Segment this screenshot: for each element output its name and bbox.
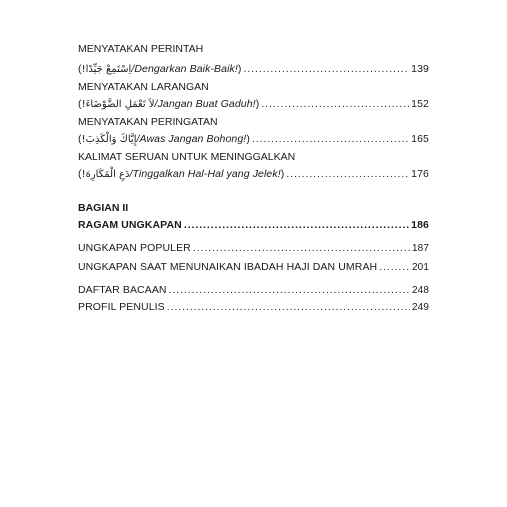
toc-heading-larangan: MENYATAKAN LARANGAN <box>78 81 209 93</box>
toc-entry-peringatan[interactable] <box>78 132 429 147</box>
slash: / <box>154 98 158 110</box>
toc-entry-ibadah-haji[interactable] <box>78 260 429 275</box>
page-number: 139 <box>411 63 429 75</box>
dot-leader <box>193 241 410 255</box>
entry-label: DAFTAR BACAAN <box>78 284 167 296</box>
part-title: RAGAM UNGKAPAN <box>78 219 182 231</box>
close-paren: ) <box>255 98 260 110</box>
open-paren: ( <box>78 63 82 75</box>
toc-heading-seruan: KALIMAT SERUAN UNTUK MENINGGALKAN <box>78 151 296 163</box>
page-number: 248 <box>412 285 429 296</box>
dot-leader <box>261 97 409 111</box>
dot-leader <box>169 283 410 297</box>
dot-leader <box>184 218 409 232</box>
slash: / <box>129 168 133 180</box>
page-number: 152 <box>411 98 429 110</box>
toc-entry-perintah[interactable] <box>78 62 429 77</box>
toc-heading-perintah: MENYATAKAN PERINTAH <box>78 43 204 55</box>
slash: / <box>136 133 140 145</box>
page-number: 165 <box>411 133 429 145</box>
page-number: 176 <box>411 168 429 180</box>
toc-entry-profil-penulis[interactable] <box>78 300 429 315</box>
toc-entry-daftar-bacaan[interactable] <box>78 283 429 298</box>
arabic-phrase: اِسْتَمِعْ جَيِّدًا! <box>81 64 132 75</box>
page-number: 186 <box>411 219 429 231</box>
arabic-phrase: إِيَّاكَ وَالْكَذِبَ! <box>81 134 137 145</box>
toc-entry-part-title[interactable] <box>78 218 429 232</box>
latin-phrase: Dengarkan Baik-Baik! <box>134 63 238 75</box>
latin-phrase: Jangan Buat Gaduh! <box>157 98 256 110</box>
close-paren: ) <box>280 168 285 180</box>
toc-entry-seruan[interactable] <box>78 167 429 182</box>
open-paren: ( <box>78 98 82 110</box>
part-label: BAGIAN II <box>78 202 129 214</box>
dot-leader <box>252 132 409 146</box>
page-number: 249 <box>412 302 429 313</box>
open-paren: ( <box>78 133 82 145</box>
dot-leader <box>244 62 410 76</box>
toc-heading-peringatan: MENYATAKAN PERINGATAN <box>78 116 218 128</box>
page-number: 201 <box>412 262 429 273</box>
entry-label: UNGKAPAN SAAT MENUNAIKAN IBADAH HAJI DAN UMRAH <box>78 261 378 273</box>
close-paren: ) <box>237 63 242 75</box>
dot-leader <box>379 260 410 274</box>
entry-label: UNGKAPAN POPULER <box>78 242 191 254</box>
dot-leader <box>167 300 410 314</box>
latin-phrase: Awas Jangan Bohong! <box>139 133 247 145</box>
entry-label: PROFIL PENULIS <box>78 301 165 313</box>
page-number: 187 <box>412 243 429 254</box>
dot-leader <box>286 167 409 181</box>
toc-entry-ungkapan-populer[interactable] <box>78 241 429 256</box>
open-paren: ( <box>78 168 82 180</box>
latin-phrase: Tinggalkan Hal-Hal yang Jelek! <box>132 168 281 180</box>
arabic-phrase: لاَ تَعْمَلِ الضَّوْضَاءَ! <box>81 99 155 110</box>
arabic-phrase: دَعِ الْمَكَارِهَ! <box>81 169 130 180</box>
close-paren: ) <box>246 133 250 145</box>
slash: / <box>131 63 135 75</box>
toc-entry-larangan[interactable] <box>78 97 429 112</box>
